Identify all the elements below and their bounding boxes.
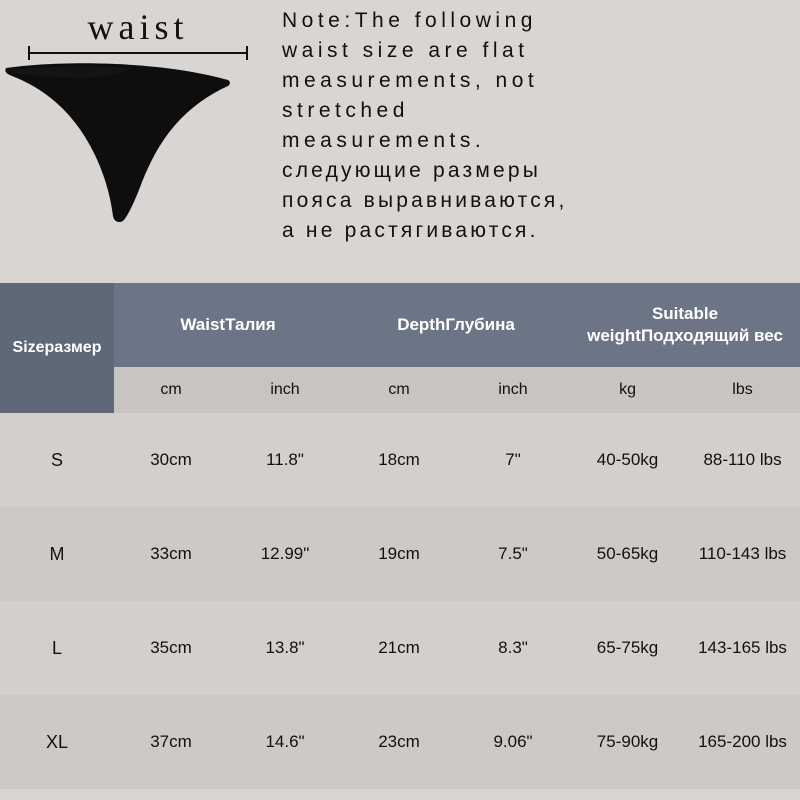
- note-text: [282, 6, 787, 246]
- cell-weight-kg: 50-65kg: [570, 507, 685, 601]
- rule-bar: [28, 52, 248, 54]
- subheader-depth-cm: cm: [342, 367, 456, 413]
- thong-illustration: [4, 62, 234, 222]
- cell-size: L: [0, 601, 114, 695]
- cell-weight-kg: 40-50kg: [570, 413, 685, 507]
- subheader-waist-cm: cm: [114, 367, 228, 413]
- cell-depth-inch: 8.3": [456, 601, 570, 695]
- header-size: Sizeразмер: [0, 283, 114, 413]
- cell-weight-lbs: 143-165 lbs: [685, 601, 800, 695]
- table-subheader-row: [0, 367, 800, 413]
- note-line-1: Note:The following: [282, 9, 537, 32]
- brand-word: waist: [87, 7, 189, 47]
- note-line-5: measurements.: [282, 129, 486, 152]
- note-line-ru-2: пояса выравниваются,: [282, 189, 568, 212]
- cell-depth-inch: 7.5": [456, 507, 570, 601]
- subheader-waist-inch: inch: [228, 367, 342, 413]
- header-section: [0, 0, 800, 283]
- cell-size: XL: [0, 695, 114, 789]
- subheader-weight-lbs: lbs: [685, 367, 800, 413]
- cell-depth-cm: 19cm: [342, 507, 456, 601]
- cell-depth-cm: 21cm: [342, 601, 456, 695]
- subheader-weight-kg: kg: [570, 367, 685, 413]
- note-line-2: waist size are flat: [282, 39, 529, 62]
- cell-weight-lbs: 88-110 lbs: [685, 413, 800, 507]
- cell-waist-cm: 30cm: [114, 413, 228, 507]
- cell-size: S: [0, 413, 114, 507]
- table-header-row: [0, 283, 800, 367]
- table-row: [0, 413, 800, 507]
- table-row: [0, 695, 800, 789]
- cell-size: M: [0, 507, 114, 601]
- size-table: [0, 283, 800, 789]
- note-line-ru-3: а не растягиваются.: [282, 219, 539, 242]
- cell-waist-inch: 12.99": [228, 507, 342, 601]
- cell-waist-inch: 11.8": [228, 413, 342, 507]
- note-line-3: measurements, not: [282, 69, 539, 92]
- cell-waist-cm: 35cm: [114, 601, 228, 695]
- cell-depth-cm: 18cm: [342, 413, 456, 507]
- cell-weight-lbs: 165-200 lbs: [685, 695, 800, 789]
- note-line-ru-1: следующие размеры: [282, 159, 542, 182]
- table-row: [0, 601, 800, 695]
- cell-waist-inch: 14.6": [228, 695, 342, 789]
- cell-depth-inch: 7": [456, 413, 570, 507]
- cell-waist-cm: 37cm: [114, 695, 228, 789]
- cell-weight-kg: 75-90kg: [570, 695, 685, 789]
- cell-waist-cm: 33cm: [114, 507, 228, 601]
- waist-title-block: [18, 6, 258, 60]
- note-line-4: stretched: [282, 99, 409, 122]
- rule-tick-left: [28, 46, 30, 60]
- header-depth: DepthГлубина: [342, 283, 570, 367]
- measure-rule: [18, 46, 258, 60]
- cell-weight-lbs: 110-143 lbs: [685, 507, 800, 601]
- header-waist: WaistТалия: [114, 283, 342, 367]
- rule-tick-right: [246, 46, 248, 60]
- cell-waist-inch: 13.8": [228, 601, 342, 695]
- cell-weight-kg: 65-75kg: [570, 601, 685, 695]
- cell-depth-inch: 9.06": [456, 695, 570, 789]
- cell-depth-cm: 23cm: [342, 695, 456, 789]
- subheader-depth-inch: inch: [456, 367, 570, 413]
- table-row: [0, 507, 800, 601]
- header-weight: Suitable weightПодходящий вес: [570, 283, 800, 367]
